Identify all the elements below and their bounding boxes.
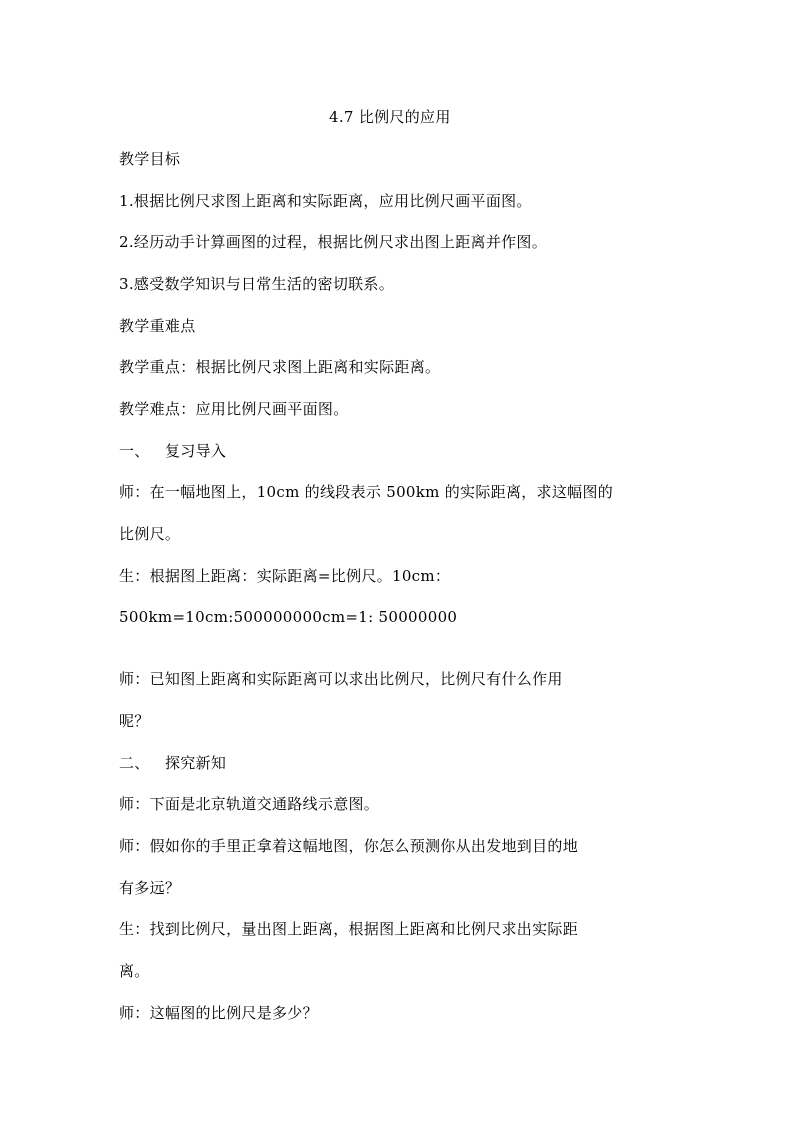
heading-key-difficult-points: 教学重难点 [119,317,196,335]
goal-1: 1.根据比例尺求图上距离和实际距离，应用比例尺画平面图。 [119,192,532,210]
section-heading-explore [119,753,226,773]
goal-2: 2.经历动手计算画图的过程，根据比例尺求出图上距离并作图。 [119,233,548,251]
goal-3: 3.感受数学知识与日常生活的密切联系。 [119,275,395,293]
document-title: 4.7 比例尺的应用 [329,108,451,126]
teacher-question-2: 师：已知图上距离和实际距离可以求出比例尺，比例尺有什么作用 [119,670,563,688]
key-point: 教学重点：根据比例尺求图上距离和实际距离。 [119,358,441,376]
teacher-question-4: 师：假如你的手里正拿着这幅地图，你怎么预测你从出发地到目的地 [119,837,579,855]
student-answer-1-cont: 500km=10cm:500000000cm=1: 50000000 [119,608,458,626]
teacher-question-2-cont: 呢？ [119,712,150,730]
teacher-question-1: 师：在一幅地图上，10cm 的线段表示 500km 的实际距离，求这幅图的 [119,483,614,501]
student-answer-1: 生：根据图上距离：实际距离=比例尺。10cm： [119,567,451,585]
teacher-question-5: 师：这幅图的比例尺是多少？ [119,1004,318,1022]
teacher-question-1-cont: 比例尺。 [119,525,181,543]
section-number: 二、 [119,754,150,772]
difficult-point: 教学难点：应用比例尺画平面图。 [119,400,349,418]
section-label: 复习导入 [165,442,227,460]
student-answer-2-cont: 离。 [119,962,150,980]
student-answer-2: 生：找到比例尺，量出图上距离，根据图上距离和比例尺求出实际距 [119,920,579,938]
heading-teaching-goals: 教学目标 [119,150,181,168]
section-number: 一、 [119,442,150,460]
section-label: 探究新知 [165,754,227,772]
teacher-question-4-cont: 有多远？ [119,879,181,897]
section-heading-review [119,441,226,461]
teacher-statement-3: 师：下面是北京轨道交通路线示意图。 [119,795,380,813]
